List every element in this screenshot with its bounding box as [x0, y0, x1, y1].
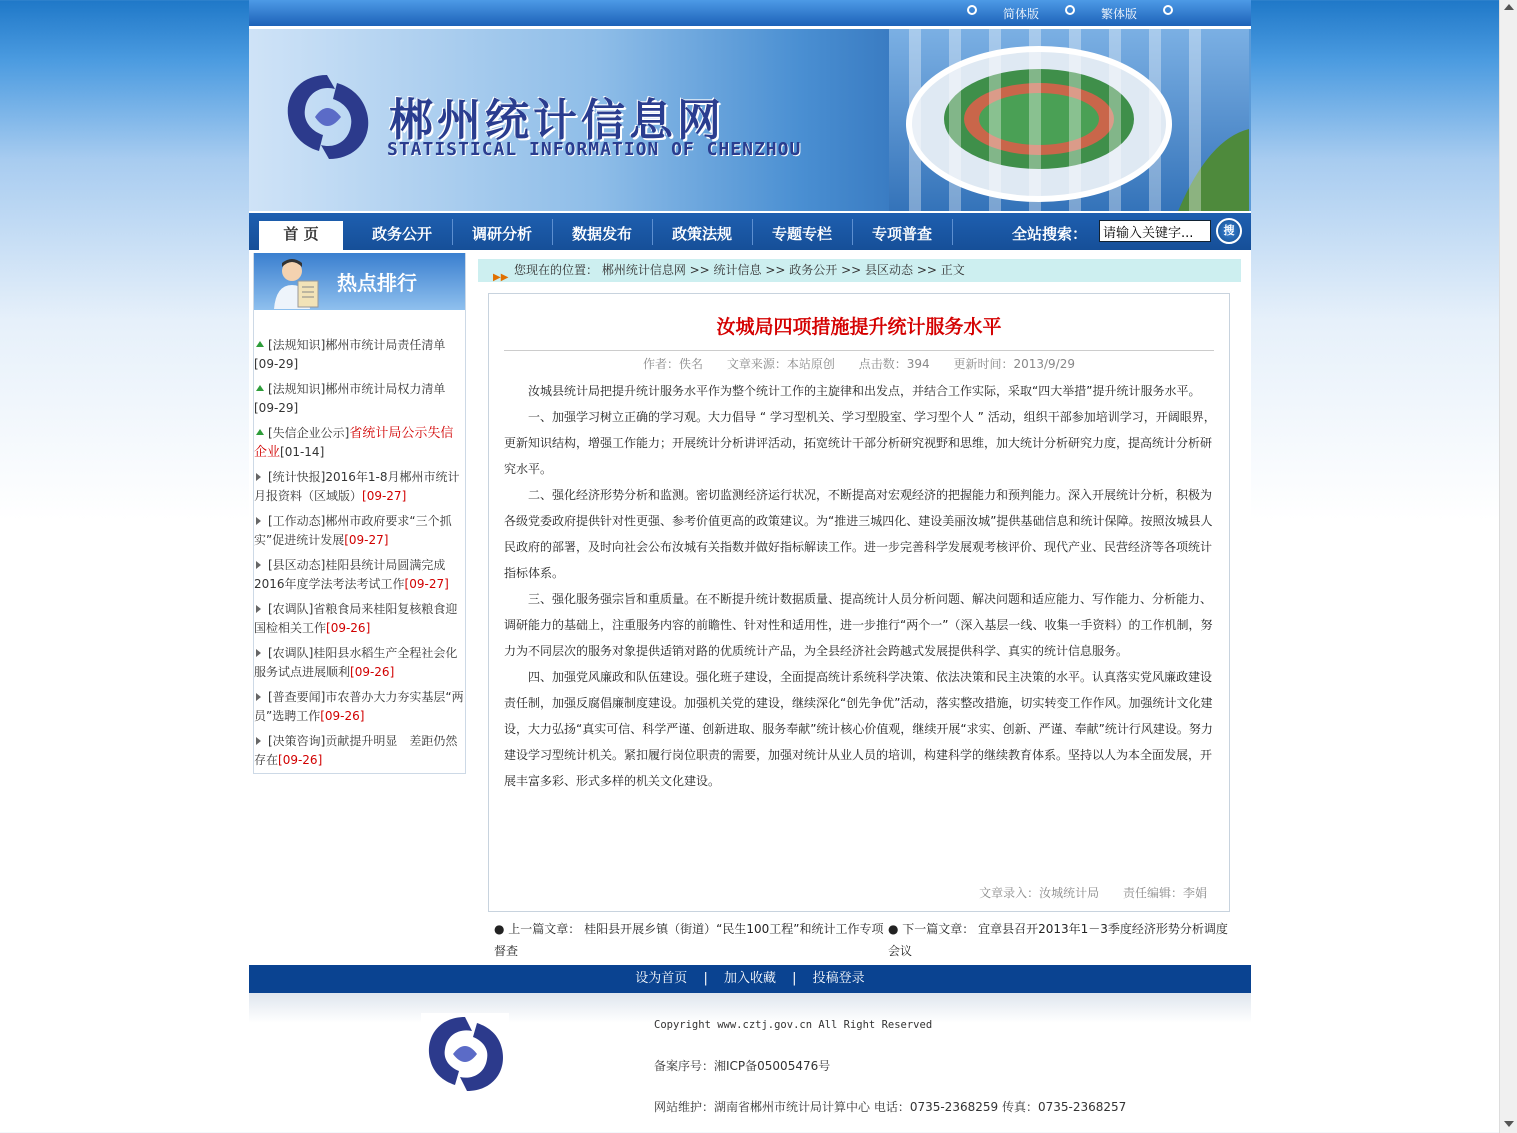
- article-paragraph: 三、强化服务强宗旨和重质量。在不断提升统计数据质量、提高统计人员分析问题、解决问题和适应能力、写作能力、分析能力、调研能力的基础上，注重服务内容的前瞻性、针对性和适用性，进一步推行“两个一”（深入基层一线、收集一手资料）的工作机制，努力为不同层次的服务对象提供适销对路的优质统计产品，为全县经济社会跨越式发展提供科学、真实的统计信息服务。: [504, 592, 1213, 658]
- hot-list-label[interactable]: [法规知识]郴州市统计局权力清单: [268, 382, 446, 396]
- maintainer: 网站维护：湖南省郴州市统计局计算中心 电话：0735-2368259 传真：0735-2368257: [654, 1100, 1127, 1114]
- hot-list-item[interactable]: [254, 468, 465, 512]
- page-container: [249, 0, 1251, 1115]
- next-article-link[interactable]: 下一篇文章： 宜章县召开2013年1－3季度经济形势分析调度会议: [888, 922, 1228, 958]
- hot-list-item[interactable]: [254, 424, 465, 468]
- triangle-icon: [256, 561, 261, 569]
- hot-list-label[interactable]: [失信企业公示]: [268, 426, 350, 440]
- hot-list-date: [09-26]: [350, 665, 395, 679]
- set-homepage-link[interactable]: 设为首页: [635, 971, 688, 986]
- hot-list-item[interactable]: [254, 644, 465, 688]
- bullet-icon: [1065, 5, 1075, 15]
- hot-list-text[interactable]: [254, 600, 465, 638]
- hot-list-date: [09-26]: [320, 709, 365, 723]
- breadcrumb: [478, 259, 1241, 282]
- hot-list-date: [09-27]: [344, 533, 389, 547]
- hot-list-date: [09-27]: [362, 489, 407, 503]
- main-nav: [249, 213, 1251, 250]
- vertical-scrollbar[interactable]: [1499, 0, 1517, 1133]
- hot-list-text[interactable]: [254, 424, 465, 462]
- hot-list-item[interactable]: [254, 512, 465, 556]
- language-links: [941, 5, 1199, 22]
- bullet-icon: [1163, 5, 1173, 15]
- article-source: 文章来源：本站原创: [726, 357, 835, 371]
- nav-separator: [852, 219, 853, 245]
- nav-separator: [752, 219, 753, 245]
- hot-list-label[interactable]: [普查要闻]市农普办大力夯实基层“两员”选聘工作: [254, 690, 464, 723]
- link-separator: |: [703, 971, 708, 986]
- copyright: Copyright www.cztj.gov.cn All Right Reserved: [654, 1019, 933, 1031]
- up-arrow-icon: [256, 385, 264, 391]
- hot-list-date: [09-26]: [326, 621, 371, 635]
- breadcrumb-text: 您现在的位置： 郴州统计信息网 >> 统计信息 >> 政务公开 >> 县区动态 >> 正文: [514, 263, 965, 277]
- hot-list-label[interactable]: [农调队]省粮食局来桂阳复核粮食迎国检相关工作: [254, 602, 458, 635]
- triangle-icon: [256, 649, 261, 657]
- hot-list-label[interactable]: [农调队]桂阳县水稻生产全程社会化服务试点进展顺利: [254, 646, 458, 679]
- search-button[interactable]: 搜: [1216, 218, 1242, 244]
- hot-list-date: [09-26]: [278, 753, 323, 767]
- article-author: 作者：佚名: [643, 357, 704, 371]
- search-input[interactable]: [1099, 220, 1211, 242]
- prev-article[interactable]: ● 上一篇文章： 桂阳县开展乡镇（街道）“民生100工程”和统计工作专项督查: [494, 922, 884, 958]
- nav-zhengce[interactable]: 政策法规: [672, 225, 733, 243]
- hot-list-text[interactable]: [254, 556, 465, 594]
- hot-list-item[interactable]: [254, 688, 465, 732]
- triangle-icon: [256, 517, 261, 525]
- site-subtitle: STATISTICAL INFORMATION OF CHENZHOU: [387, 139, 802, 160]
- triangle-icon: [256, 737, 261, 745]
- hot-list-date: [09-27]: [404, 577, 449, 591]
- hot-list-text[interactable]: [254, 732, 465, 770]
- hot-list-highlight[interactable]: 省统计局公示失信企业: [254, 426, 454, 460]
- nav-diaoyan[interactable]: 调研分析: [472, 225, 533, 243]
- add-favorite-link[interactable]: 加入收藏: [723, 971, 776, 986]
- footer-info: [654, 1005, 1126, 1128]
- bullet-icon: [967, 5, 977, 15]
- up-arrow-icon: [256, 429, 264, 435]
- traditional-link[interactable]: 繁体版: [1100, 7, 1137, 21]
- stadium-image: [889, 29, 1249, 211]
- hot-list-text[interactable]: [254, 644, 465, 682]
- header-banner: [249, 29, 1251, 211]
- hot-list-label[interactable]: [法规知识]郴州市统计局责任清单: [268, 338, 446, 352]
- up-arrow-icon: [256, 341, 264, 347]
- site-title: 郴州统计信息网: [389, 95, 725, 146]
- nav-separator: [552, 219, 553, 245]
- nav-separator: [452, 219, 453, 245]
- footer: [249, 993, 1251, 1115]
- nav-separator: [952, 219, 953, 245]
- hot-list-date: [09-29]: [254, 357, 299, 371]
- nav-home[interactable]: 首 页: [259, 221, 343, 250]
- article-body: [504, 378, 1216, 794]
- scroll-down-icon[interactable]: [1504, 1121, 1514, 1127]
- link-separator: |: [792, 971, 797, 986]
- hot-list-date: [01-14]: [280, 445, 325, 459]
- hot-list-label[interactable]: [工作动态]郴州市政府要求“三个抓实”促进统计发展: [254, 514, 452, 547]
- nav-separator: [652, 219, 653, 245]
- article: [488, 293, 1230, 912]
- hot-list-text[interactable]: [254, 688, 465, 726]
- article-paragraph: 汝城县统计局把提升统计服务水平作为整个统计工作的主旋律和出发点，并结合工作实际，采取“四大举措”提升统计服务水平。: [528, 384, 1201, 398]
- article-title: 汝城局四项措施提升统计服务水平: [716, 316, 1002, 338]
- footer-logo-icon: [421, 1013, 509, 1095]
- nav-zhuanti[interactable]: 专题专栏: [772, 225, 833, 243]
- nav-shuju[interactable]: 数据发布: [572, 225, 633, 243]
- hot-list-item[interactable]: [254, 556, 465, 600]
- hot-list-item[interactable]: [254, 600, 465, 644]
- prev-article-link[interactable]: 上一篇文章： 桂阳县开展乡镇（街道）“民生100工程”和统计工作专项督查: [494, 922, 884, 958]
- hot-list-text[interactable]: [254, 336, 465, 374]
- icp-number: 备案序号：湘ICP备05005476号: [654, 1059, 831, 1073]
- sidebar-header: [254, 253, 465, 310]
- triangle-icon: [256, 605, 261, 613]
- article-paragraph: 一、加强学习树立正确的学习观。大力倡导 “ 学习型机关、学习型股室、学习型个人 ” 活动，组织干部参加培训学习，开阔眼界，更新知识结构，增强工作能力；开展统计分析讲评活动，拓宽统计干部分析研究视野和思维，加大统计分析研究力度，提高统计分析研究水平。: [504, 410, 1216, 476]
- submit-login-link[interactable]: 投稿登录: [812, 971, 865, 986]
- nav-pucha[interactable]: 专项普查: [872, 225, 933, 243]
- article-paragraph: 二、强化经济形势分析和监测。密切监测经济运行状况，不断提高对宏观经济的把握能力和预判能力。深入开展统计分析，积极为各级党委政府提供针对性更强、参考价值更高的政策建议。为“推进三城四化、建设美丽汝城”提供基础信息和统计保障。按照汝城县人民政府的部署，及时向社会公布汝城有关指数并做好指标解读工作。进一步完善科学发展观考核评价、现代产业、民营经济等各项统计指标体系。: [504, 488, 1213, 580]
- double-arrow-icon: ▶▶: [493, 272, 509, 283]
- hot-list-label[interactable]: [统计快报]2016年1-8月郴州市统计月报资料（区域版）: [254, 470, 460, 503]
- hot-list-item[interactable]: [254, 336, 465, 380]
- divider: [504, 350, 1214, 351]
- hot-list-item[interactable]: [254, 380, 465, 424]
- hot-list-label[interactable]: [县区动态]桂阳县统计局圆满完成2016年度学法考法考试工作: [254, 558, 446, 591]
- person-icon: [268, 257, 324, 309]
- scroll-up-icon[interactable]: [1504, 4, 1514, 10]
- footer-links-bar: [249, 965, 1251, 993]
- article-updated: 更新时间：2013/9/29: [953, 357, 1075, 371]
- simplified-link[interactable]: 简体版: [1002, 7, 1039, 21]
- triangle-icon: [256, 693, 261, 701]
- hot-list-text[interactable]: [254, 468, 465, 506]
- top-bar: [249, 0, 1251, 29]
- search-label: 全站搜索：: [1012, 225, 1088, 243]
- article-hits: 点击数：394: [858, 357, 930, 371]
- article-footer: [959, 884, 1207, 901]
- nav-zhengwu[interactable]: 政务公开: [372, 225, 433, 243]
- triangle-icon: [256, 473, 261, 481]
- sidebar: [253, 253, 466, 774]
- article-recorder: 文章录入：汝城统计局: [979, 886, 1100, 900]
- article-meta: [489, 355, 1229, 372]
- hot-list: [254, 336, 465, 776]
- sidebar-title: 热点排行: [337, 271, 417, 295]
- article-paragraph: 四、加强党风廉政和队伍建设。强化班子建设，全面提高统计系统科学决策、依法决策和民主决策的水平。认真落实党风廉政建设责任制，加强反腐倡廉制度建设。加强机关党的建设，继续深化“创先争优”活动，落实整改措施，切实转变工作作风。加强统计文化建设，大力弘扬“真实可信、科学严谨、创新进取、服务奉献”统计核心价值观，继续开展“求实、创新、严谨、奉献”统计行风建设。努力建设学习型统计机关。紧扣履行岗位职责的需要，加强对统计从业人员的培训，构建科学的继续教育体系。坚持以人为本全面发展，开展丰富多彩、形式多样的机关文化建设。: [504, 670, 1213, 788]
- hot-list-text[interactable]: [254, 380, 465, 418]
- article-editor: 责任编辑：李娟: [1122, 886, 1207, 900]
- hot-list-label[interactable]: [决策咨询]贡献提升明显 差距仍然存在: [254, 734, 458, 767]
- hot-list-date: [09-29]: [254, 401, 299, 415]
- hot-list-text[interactable]: [254, 512, 465, 550]
- hot-list-item[interactable]: [254, 732, 465, 776]
- next-article[interactable]: ● 下一篇文章： 宜章县召开2013年1－3季度经济形势分析调度会议: [888, 922, 1228, 958]
- site-logo-icon: [279, 69, 375, 165]
